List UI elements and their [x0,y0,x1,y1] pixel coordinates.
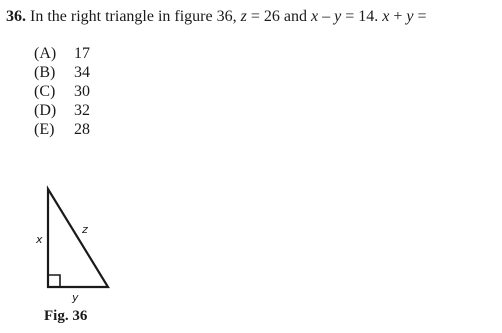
question-prompt-part: In the right triangle in figure 36, [30,8,241,25]
choice-letter: (E) [34,121,55,138]
var-y: y [406,8,414,25]
var-x: x [382,8,390,25]
choice-letter: (B) [34,64,56,81]
choice-letter: (D) [34,102,57,119]
label-y: y [72,291,79,304]
label-z: z [82,223,88,236]
question-prompt-part: = 14. [341,8,383,25]
triangle-shape [48,189,108,287]
answer-choices [34,44,90,139]
choice-e[interactable] [34,120,90,139]
var-y: y [334,8,342,25]
choice-b[interactable] [34,63,90,82]
var-z: z [240,8,247,25]
choice-letter: (A) [34,45,57,62]
question-number: 36. [6,8,26,25]
choice-value: 17 [74,45,90,62]
right-triangle-figure [28,185,128,325]
choice-value: 34 [74,64,90,81]
choice-value: 30 [74,83,90,100]
label-x: x [36,233,43,246]
choice-letter: (C) [34,83,56,100]
right-angle-marker [48,275,60,287]
question-prompt-part: = 26 and [246,8,311,25]
choice-c[interactable] [34,82,90,101]
plus-sign: + [389,8,407,25]
choice-value: 28 [74,121,90,138]
equals-sign: = [413,8,427,25]
choice-d[interactable] [34,101,90,120]
choice-a[interactable] [34,44,90,63]
figure-caption: Fig. 36 [44,308,88,324]
question-text [6,7,500,27]
var-x: x [310,8,319,25]
choice-value: 32 [74,102,90,119]
minus-sign: – [318,8,335,25]
